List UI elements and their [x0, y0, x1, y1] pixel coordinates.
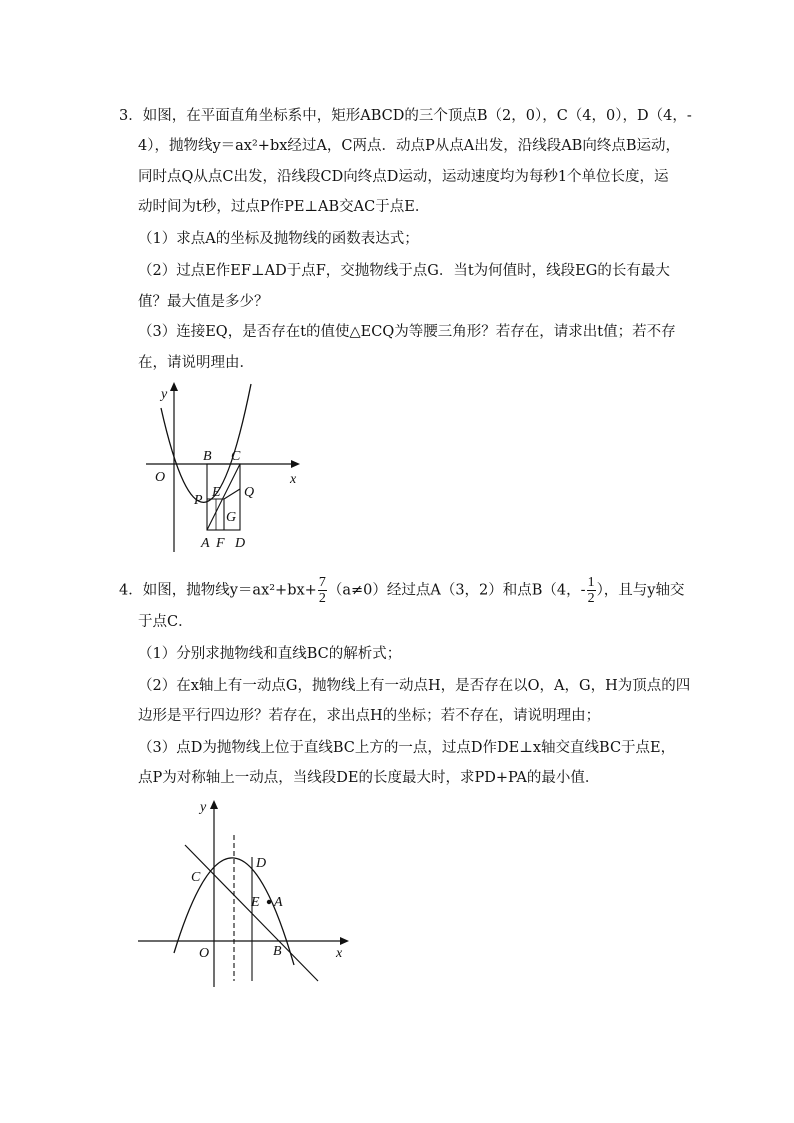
problem3-q1: （1）求点A的坐标及抛物线的函数表达式； — [138, 231, 419, 247]
fig3-label-G: G — [226, 510, 237, 525]
fig4-label-B: B — [273, 944, 282, 959]
fig3-label-y: y — [161, 387, 168, 402]
fig4-label-D: D — [256, 856, 267, 871]
problem4-line-1: 4．如图，抛物线y＝ax²+bx+ $\frac{7}{2}$ （a≠0）经过点A（3，2）和点B（4，- $\frac{1}{2}$ ），且与y轴交 — [119, 575, 685, 606]
fig3-label-A: A — [201, 536, 210, 551]
fig3-label-F: F — [216, 536, 225, 551]
problem4-figure — [130, 795, 355, 995]
problem4-q2-line2: 边形是平行四边形？若存在，求出点H的坐标；若不存在，请说明理由； — [138, 708, 601, 724]
fig4-label-A: A — [274, 895, 283, 910]
fig3-label-C: C — [231, 449, 241, 464]
problem4-q3-line1: （3）点D为抛物线上位于直线BC上方的一点，过点D作DE⊥x轴交直线BC于点E， — [138, 740, 676, 756]
problem3-line-1: 3．如图，在平面直角坐标系中，矩形ABCD的三个顶点B（2，0），C（4，0），D（4，- — [119, 108, 692, 124]
problem4-q3-line2: 点P为对称轴上一动点，当线段DE的长度最大时，求PD+PA的最小值． — [138, 770, 600, 786]
problem3-line-3: 同时点Q从点C出发，沿线段CD向终点D运动，运动速度均为每秒1个单位长度，运 — [138, 169, 669, 185]
fraction-seven-halves: $\frac{7}{2}$ — [318, 575, 326, 606]
problem3-line-2: 4），抛物线y＝ax²+bx经过A，C两点．动点P从点A出发，沿线段AB向终点B运动， — [138, 138, 680, 154]
problem3-line-4: 动时间为t秒，过点P作PE⊥AB交AC于点E． — [138, 199, 430, 215]
fig3-label-Q: Q — [244, 485, 255, 500]
fig4-label-O: O — [199, 946, 210, 961]
problem4-line-2: 于点C． — [138, 614, 193, 630]
problem3-q2-line2: 值？最大值是多少？ — [138, 294, 269, 310]
fig3-label-O: O — [155, 470, 166, 485]
problem4-q1: （1）分别求抛物线和直线BC的解析式； — [138, 646, 402, 662]
problem3-q2-line1: （2）过点E作EF⊥AD于点F，交抛物线于点G．当t为何值时，线段EG的长有最大 — [138, 263, 670, 279]
fig4-label-y: y — [200, 800, 207, 815]
fraction-one-half: $\frac{1}{2}$ — [587, 575, 595, 606]
fig3-label-B: B — [203, 449, 212, 464]
fig3-label-E: E — [212, 485, 221, 500]
problem4-q2-line1: （2）在x轴上有一动点G，抛物线上有一动点H，是否存在以O，A，G，H为顶点的四 — [138, 678, 691, 694]
fig3-label-D: D — [235, 536, 246, 551]
problem3-q3-line1: （3）连接EQ，是否存在t的值使△ECQ为等腰三角形？若存在，请求出t值；若不存 — [138, 324, 676, 340]
fig4-label-E: E — [251, 895, 260, 910]
fig3-label-P: P — [194, 493, 203, 508]
fig4-label-x: x — [336, 946, 343, 961]
fig3-label-x: x — [290, 472, 297, 487]
problem3-figure — [138, 378, 308, 556]
fig4-label-C: C — [191, 870, 201, 885]
problem3-q3-line2: 在，请说明理由． — [138, 355, 254, 371]
